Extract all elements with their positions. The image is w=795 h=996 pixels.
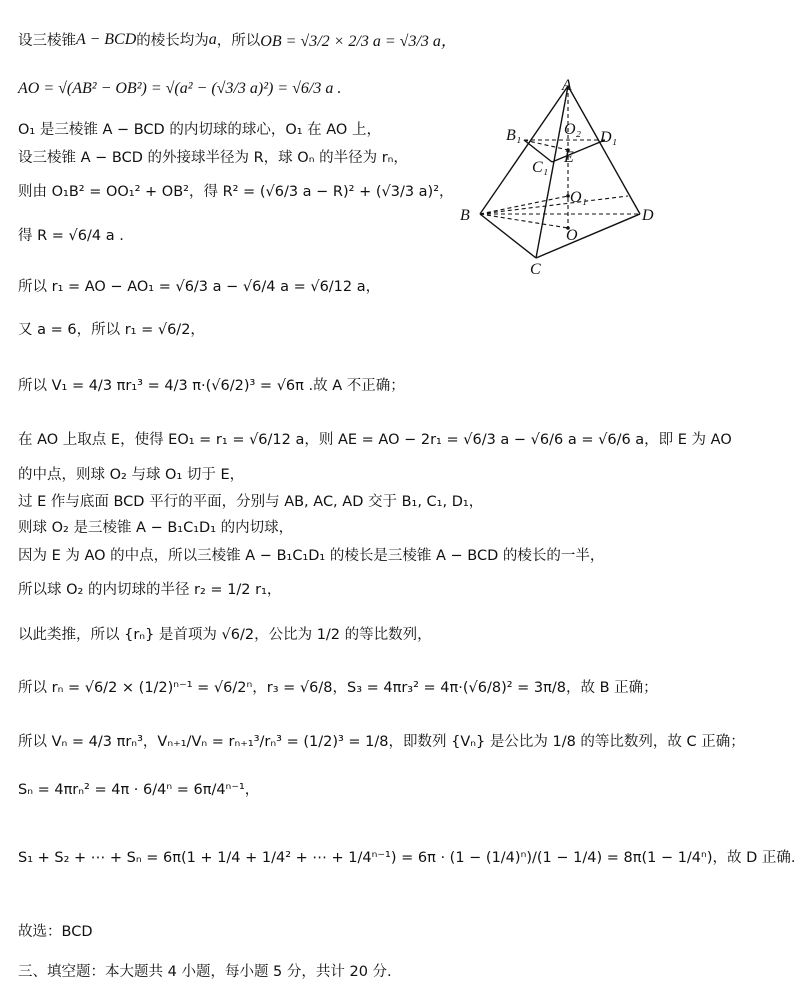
line-2: AO = √(AB² − OB²) = √(a² − (√3/3 a)²) = √6/3 a .	[18, 80, 342, 97]
line-5: 则由 O₁B² = OO₁² + OB²，得 R² = (√6/3 a − R)² + (√3/3 a)²，	[18, 184, 454, 200]
edge-ab	[480, 86, 568, 214]
label-b1: B₁	[506, 127, 522, 144]
text: 设三棱锥	[18, 33, 76, 49]
line-20: S₁ + S₂ + ⋯ + Sₙ = 6π(1 + 1/4 + 1/4² + ⋯ + 1/4ⁿ⁻¹) = 6π · (1 − (1/4)ⁿ)/(1 − 1/4) = 8π(1 − 1/4ⁿ)，故 D 正确.	[18, 850, 795, 866]
label-c1: C₁	[532, 159, 549, 176]
line-15: 所以球 O₂ 的内切球的半径 r₂ = 1/2 r₁，	[18, 582, 282, 598]
line-17: 所以 rₙ = √6/2 × (1/2)ⁿ⁻¹ = √6/2ⁿ，r₃ = √6/8，S₃ = 4πr₃² = 4π·(√6/8)² = 3π/8，故 B 正确；	[18, 680, 658, 696]
label-c: C	[530, 261, 541, 278]
line-16: 以此类推，所以 {rₙ} 是首项为 √6/2，公比为 1/2 的等比数列，	[18, 627, 432, 643]
math: A − BCD	[76, 30, 137, 48]
label-o2: O₂	[564, 121, 582, 138]
edge-cd	[536, 214, 640, 258]
edge-bc	[480, 214, 536, 258]
line-8: 又 a = 6，所以 r₁ = √6/2，	[18, 322, 205, 338]
label-d: D	[642, 207, 654, 224]
tetrahedron-figure	[450, 78, 665, 278]
seg-bo1	[480, 196, 568, 214]
line-6: 得 R = √6/4 a .	[18, 228, 124, 244]
label-e: E	[564, 149, 574, 166]
label-o1: O₁	[570, 189, 588, 206]
math: OB = √3/2 × 2/3 a = √3/3 a，	[260, 33, 457, 50]
line-7: 所以 r₁ = AO − AO₁ = √6/3 a − √6/4 a = √6/12 a，	[18, 279, 381, 295]
line-9: 所以 V₁ = 4/3 πr₁³ = 4/3 π·(√6/2)³ = √6π .故 A 不正确；	[18, 378, 405, 394]
line-18: 所以 Vₙ = 4/3 πrₙ³，Vₙ₊₁/Vₙ = rₙ₊₁³/rₙ³ = (1/2)³ = 1/8，即数列 {Vₙ} 是公比为 1/8 的等比数列，故 C 正确；	[18, 734, 745, 750]
math: a	[208, 30, 217, 48]
line-21: 故选：BCD	[18, 924, 93, 940]
edge-c1d1	[552, 140, 605, 162]
label-b: B	[460, 207, 470, 224]
label-a: A	[562, 77, 572, 94]
seg-bo	[480, 214, 568, 228]
line-14: 因为 E 为 AO 的中点，所以三棱锥 A − B₁C₁D₁ 的棱长是三棱锥 A − BCD 的棱长的一半，	[18, 548, 605, 564]
line-10: 在 AO 上取点 E，使得 EO₁ = r₁ = √6/12 a，则 AE = AO − 2r₁ = √6/3 a − √6/6 a = √6/6 a，即 E 为 AO	[18, 432, 732, 448]
text: ，所以	[216, 33, 261, 49]
line-4: 设三棱锥 A − BCD 的外接球半径为 R，球 Oₙ 的半径为 rₙ，	[18, 150, 408, 166]
line-22: 三、填空题：本大题共 4 小题，每小题 5 分，共计 20 分.	[18, 964, 392, 980]
line-12: 过 E 作与底面 BCD 平行的平面，分别与 AB, AC, AD 交于 B₁, C₁, D₁，	[18, 494, 484, 510]
label-d1: D₁	[600, 129, 618, 146]
line-11: 的中点，则球 O₂ 与球 O₁ 切于 E，	[18, 467, 245, 483]
line-3: O₁ 是三棱锥 A − BCD 的内切球的球心，O₁ 在 AO 上，	[18, 122, 381, 138]
seg-bcenter	[480, 196, 628, 214]
text: 的棱长均为	[136, 33, 209, 49]
line-13: 则球 O₂ 是三棱锥 A − B₁C₁D₁ 的内切球，	[18, 520, 294, 536]
label-o: O	[566, 227, 578, 244]
line-1	[18, 28, 457, 51]
line-19: Sₙ = 4πrₙ² = 4π · 6/4ⁿ = 6π/4ⁿ⁻¹，	[18, 782, 260, 798]
